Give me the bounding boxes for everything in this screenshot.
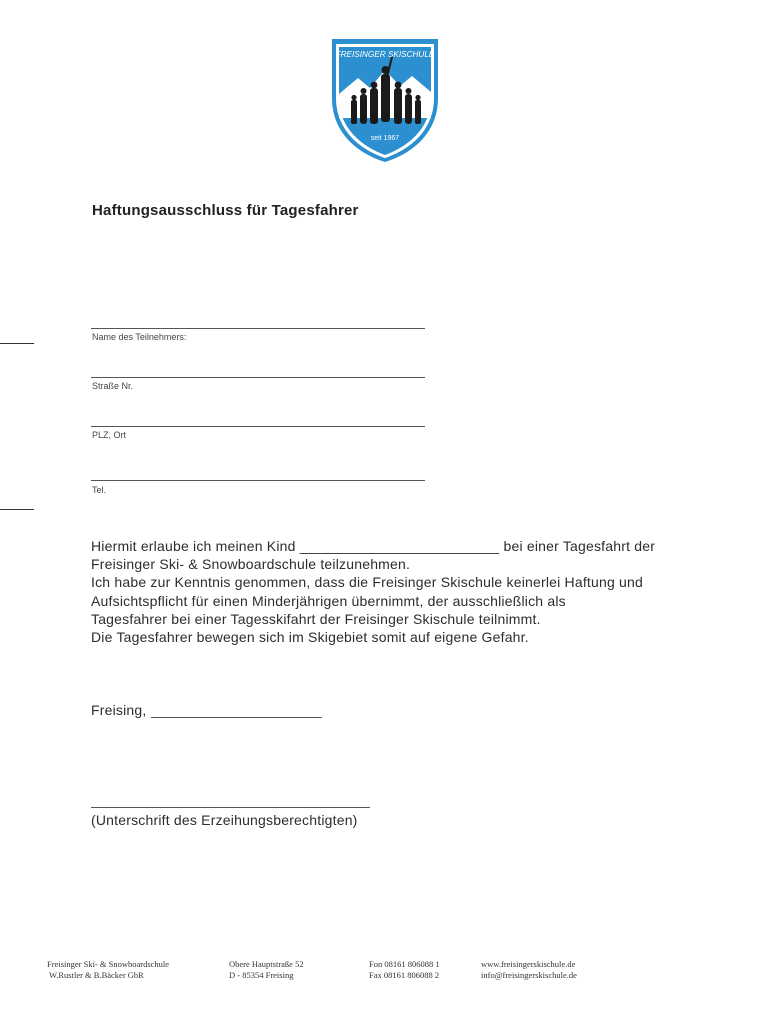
street-field-line[interactable] <box>91 377 425 378</box>
consent-line-3: Ich habe zur Kenntnis genommen, dass die Freisinger Skischule keinerlei Haftung und <box>91 574 644 591</box>
signature-line[interactable] <box>91 807 370 808</box>
consent-line-2: Freisinger Ski- & Snowboardschule teilzunehmen. <box>91 556 411 573</box>
footer-street: Obere Hauptstraße 52 <box>229 959 304 969</box>
signature-label: (Unterschrift des Erzeihungsberechtigten) <box>91 812 358 828</box>
postcode-city-field-label: PLZ, Ort <box>92 430 127 440</box>
footer-fon: Fon 08161 806088 1 <box>369 959 440 969</box>
fold-mark-top <box>0 343 34 344</box>
consent-line-1-end: bei einer Tagesfahrt der <box>503 538 656 554</box>
consent-line-1-start: Hiermit erlaube ich meinen Kind <box>91 538 296 554</box>
consent-line-4: Aufsichtspflicht für einen Minderjährigen übernimmt, der ausschließlich als <box>91 592 566 609</box>
phone-field-line[interactable] <box>91 480 425 481</box>
footer-email: info@freisingerskischule.de <box>481 970 577 980</box>
footer-company-owners: W.Rustler & B.Bäcker GbR <box>49 970 144 980</box>
street-field-label: Straße Nr. <box>92 381 134 391</box>
footer-website: www.freisingerskischule.de <box>481 959 576 969</box>
fold-mark-bottom <box>0 509 34 510</box>
consent-line-6: Die Tagesfahrer bewegen sich im Skigebiet somit auf eigene Gefahr. <box>91 629 529 646</box>
date-field-line[interactable] <box>151 717 322 718</box>
consent-paragraph <box>91 537 691 646</box>
footer-city: D - 85354 Freising <box>229 970 294 980</box>
footer-company <box>47 959 169 981</box>
footer-web <box>481 959 577 981</box>
consent-line-1 <box>91 537 691 555</box>
name-field-line[interactable] <box>91 328 425 329</box>
place-label: Freising, <box>91 702 147 718</box>
logo-name: FREISINGER SKISCHULE <box>335 50 435 59</box>
consent-line-5: Tagesfahrer bei einer Tagesskifahrt der Freisinger Skischule teilnimmt. <box>91 610 541 627</box>
postcode-city-field-line[interactable] <box>91 426 425 427</box>
freisinger-skischule-logo <box>330 36 440 162</box>
child-name-blank[interactable]: _________________________ <box>299 538 500 554</box>
footer-fax: Fax 08161 806088 2 <box>369 970 440 980</box>
footer-phone <box>369 959 440 981</box>
footer-address <box>229 959 304 981</box>
name-field-label: Name des Teilnehmers: <box>92 332 187 342</box>
phone-field-label: Tel. <box>92 485 107 495</box>
footer-company-name: Freisinger Ski- & Snowboardschule <box>47 959 170 969</box>
logo-since: seit 1967 <box>370 135 400 142</box>
document-title: Haftungsausschluss für Tagesfahrer <box>92 202 359 219</box>
